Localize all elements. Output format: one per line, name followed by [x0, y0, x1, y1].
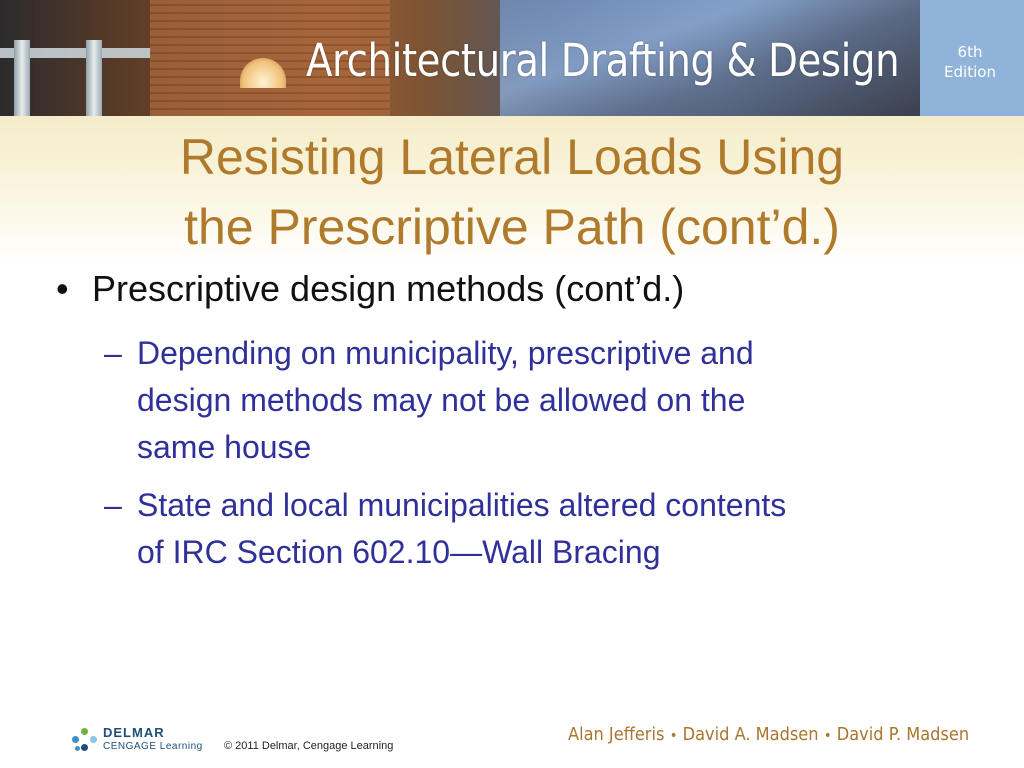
author-name: David P. Madsen: [836, 724, 970, 745]
sub-bullet-line: of IRC Section 602.10—Wall Bracing: [137, 534, 661, 570]
sub-bullet-item: [104, 330, 754, 471]
author-name: David A. Madsen: [682, 724, 819, 745]
banner-porch-column: [86, 40, 102, 116]
slide-title: [40, 122, 984, 262]
bullet-marker: •: [56, 268, 69, 309]
bullet-text: Prescriptive design methods (cont’d.): [92, 268, 685, 309]
edition-word: Edition: [944, 63, 996, 81]
authors-line: [568, 724, 969, 745]
edition-number: 6th: [957, 43, 983, 61]
book-title: Architectural Drafting & Design: [306, 34, 900, 87]
sub-bullet-line: State and local municipalities altered contents: [137, 487, 787, 523]
sub-bullet-marker: –: [104, 335, 122, 371]
publisher-subname: CENGAGE Learning: [103, 741, 203, 752]
delmar-logo-icon: [72, 726, 100, 754]
publisher-name: DELMAR: [103, 725, 165, 740]
author-name: Alan Jefferis: [568, 724, 665, 745]
sub-bullet-line: Depending on municipality, prescriptive and: [137, 335, 754, 371]
sub-bullet-line: design methods may not be allowed on the: [137, 382, 746, 418]
copyright-notice: © 2011 Delmar, Cengage Learning: [224, 740, 394, 752]
bullet-item: [56, 268, 684, 310]
header-banner: [0, 0, 1024, 116]
edition-label: [930, 42, 1010, 82]
banner-porch-column: [14, 40, 30, 116]
slide-title-line: Resisting Lateral Loads Using: [179, 129, 845, 185]
sub-bullet-marker: –: [104, 487, 122, 523]
sub-bullet-line: same house: [137, 429, 312, 465]
sub-bullet-item: [104, 482, 786, 576]
slide-title-line: the Prescriptive Path (cont’d.): [184, 199, 840, 255]
author-separator: •: [823, 728, 832, 744]
author-separator: •: [669, 728, 678, 744]
